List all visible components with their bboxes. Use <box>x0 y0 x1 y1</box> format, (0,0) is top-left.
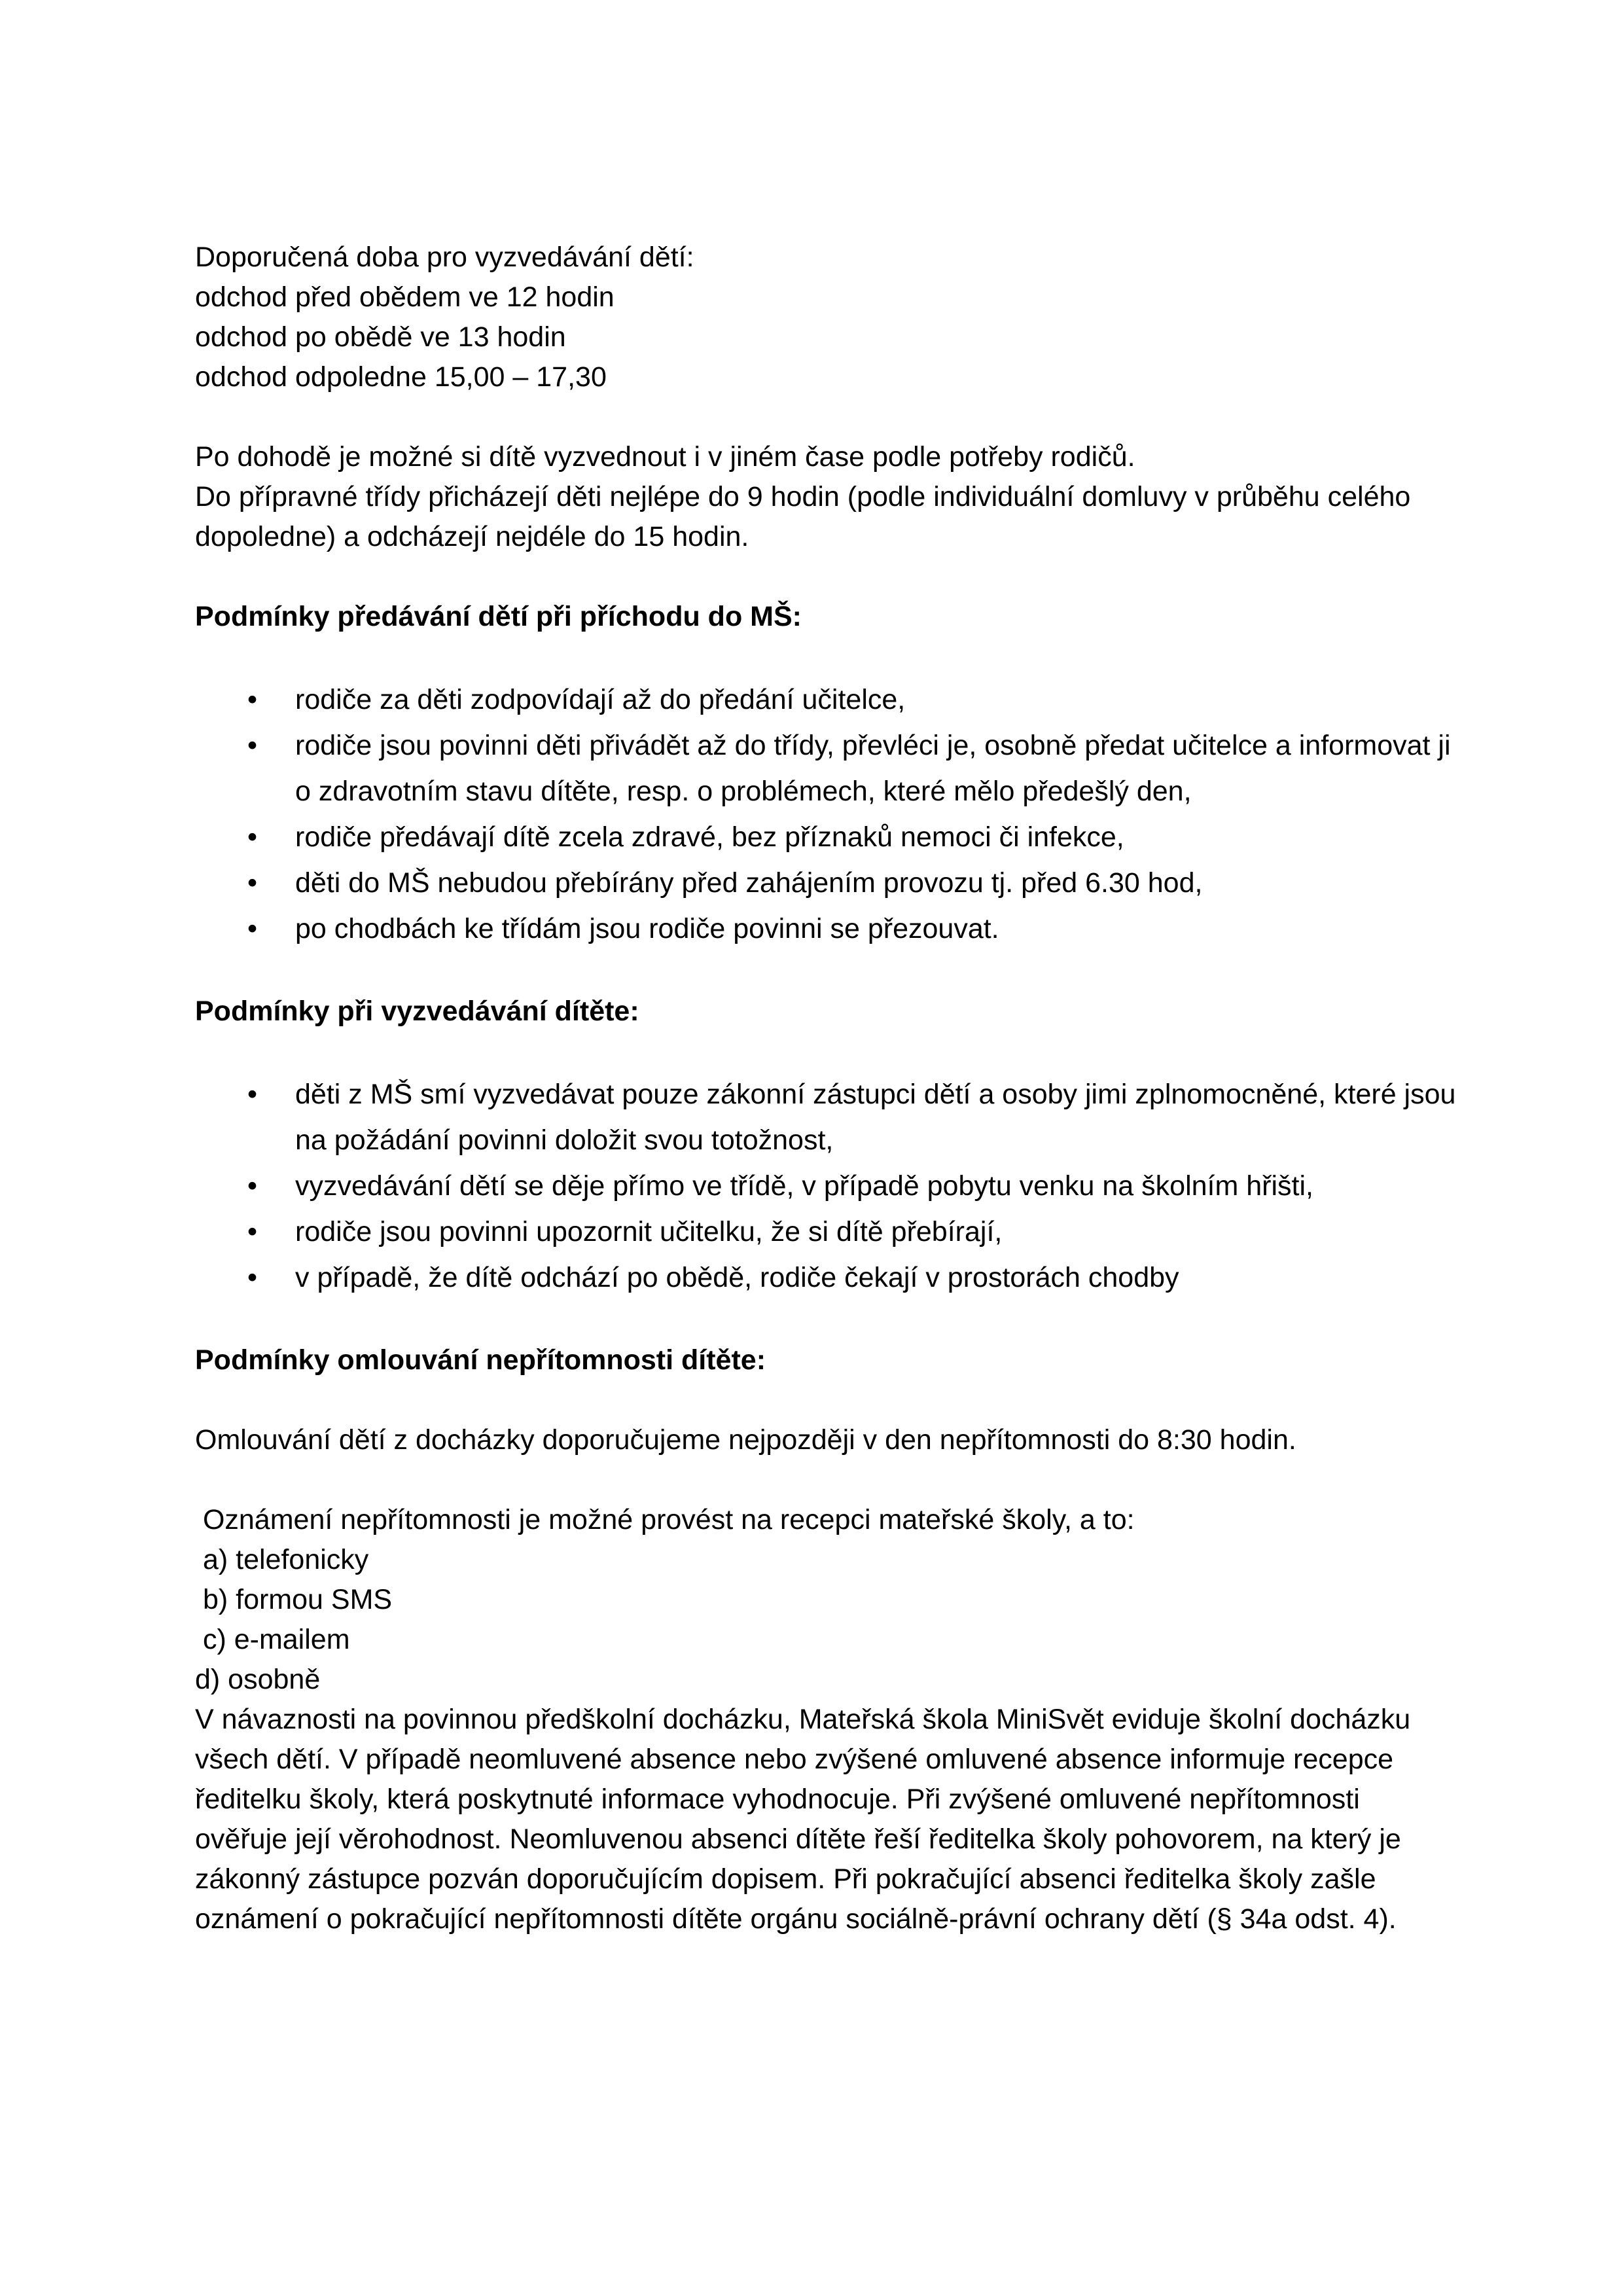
list-item: • děti do MŠ nebudou přebírány před zahájením provozu tj. před 6.30 hod, <box>195 860 1458 906</box>
list-item: • rodiče za děti zodpovídají až do předání učitelce, <box>195 677 1458 723</box>
collection-heading: Podmínky při vyzvedávání dítěte: <box>195 996 639 1027</box>
list-item: • děti z MŠ smí vyzvedávat pouze zákonní zástupci dětí a osoby jimi zplnomocněné, které jsou na požádání povinni doložit svou totožnost, <box>195 1071 1458 1163</box>
list-item: • vyzvedávání dětí se děje přímo ve třídě, v případě pobytu venku na školním hřišti, <box>195 1163 1458 1209</box>
pickup-time-after-lunch: odchod po obědě ve 13 hodin <box>195 321 566 353</box>
spacer <box>195 1460 1458 1500</box>
pickup-heading: Doporučená doba pro vyzvedávání dětí: <box>195 242 694 273</box>
pickup-time-afternoon: odchod odpoledne 15,00 – 17,30 <box>195 361 607 393</box>
spacer <box>195 1031 1458 1071</box>
spacer <box>195 557 1458 597</box>
pickup-paragraph-agreement: Po dohodě je možné si dítě vyzvednout i v jiném čase podle potřeby rodičů. <box>195 441 1135 473</box>
absence-method-email: c) e-mailem <box>195 1624 350 1655</box>
absence-methods-intro: Oznámení nepřítomnosti je možné provést na recepci mateřské školy, a to: <box>195 1504 1135 1535</box>
collection-list <box>195 1071 1458 1300</box>
list-item: • po chodbách ke třídám jsou rodiče povinni se přezouvat. <box>195 906 1458 952</box>
list-item: • rodiče předávají dítě zcela zdravé, bez příznaků nemoci či infekce, <box>195 814 1458 860</box>
spacer <box>195 637 1458 677</box>
spacer <box>195 1300 1458 1340</box>
absence-method-phone: a) telefonicky <box>195 1544 369 1575</box>
absence-method-in-person: d) osobně <box>195 1664 321 1695</box>
absence-method-sms: b) formou SMS <box>195 1584 393 1615</box>
list-item: • rodiče jsou povinni děti přivádět až do třídy, převléci je, osobně předat učitelce a informovat ji o zdravotním stavu dítěte, resp. o problémech, které mělo předešlý den, <box>195 723 1458 814</box>
spacer <box>195 952 1458 992</box>
spacer <box>195 397 1458 437</box>
absence-heading: Podmínky omlouvání nepřítomnosti dítěte: <box>195 1344 766 1376</box>
list-item: • v případě, že dítě odchází po obědě, rodiče čekají v prostorách chodby <box>195 1255 1458 1300</box>
spacer <box>195 1380 1458 1420</box>
pickup-paragraph-preparatory-class: Do přípravné třídy přicházejí děti nejlépe do 9 hodin (podle individuální domluvy v průběhu celého dopoledne) a odcházejí nejdéle do 15 hodin. <box>195 481 1411 552</box>
list-item: • rodiče jsou povinni upozornit učitelku, že si dítě přebírají, <box>195 1209 1458 1255</box>
handover-heading: Podmínky předávání dětí při příchodu do MŠ: <box>195 601 802 632</box>
handover-list <box>195 677 1458 952</box>
pickup-time-before-lunch: odchod před obědem ve 12 hodin <box>195 281 615 313</box>
document-body <box>195 238 1458 1939</box>
absence-paragraph-records: V návaznosti na povinnou předškolní docházku, Mateřská škola MiniSvět eviduje školní docházku všech dětí. V případě neomluvené absence nebo zvýšené omluvené absence informuje recepce ředitelku školy, která poskytnuté informace vyhodnocuje. Při zvýšené omluvené nepřítomnosti ověřuje její věrohodnost. Neomluvenou absenci dítěte řeší ředitelka školy pohovorem, na který je zákonný zástupce pozván doporučujícím dopisem. Při pokračující absenci ředitelka školy zašle oznámení o pokračující nepřítomnosti dítěte orgánu sociálně-právní ochrany dětí (§ 34a odst. 4). <box>195 1704 1411 1935</box>
absence-paragraph-deadline: Omlouvání dětí z docházky doporučujeme nejpozději v den nepřítomnosti do 8:30 hodin. <box>195 1424 1296 1456</box>
